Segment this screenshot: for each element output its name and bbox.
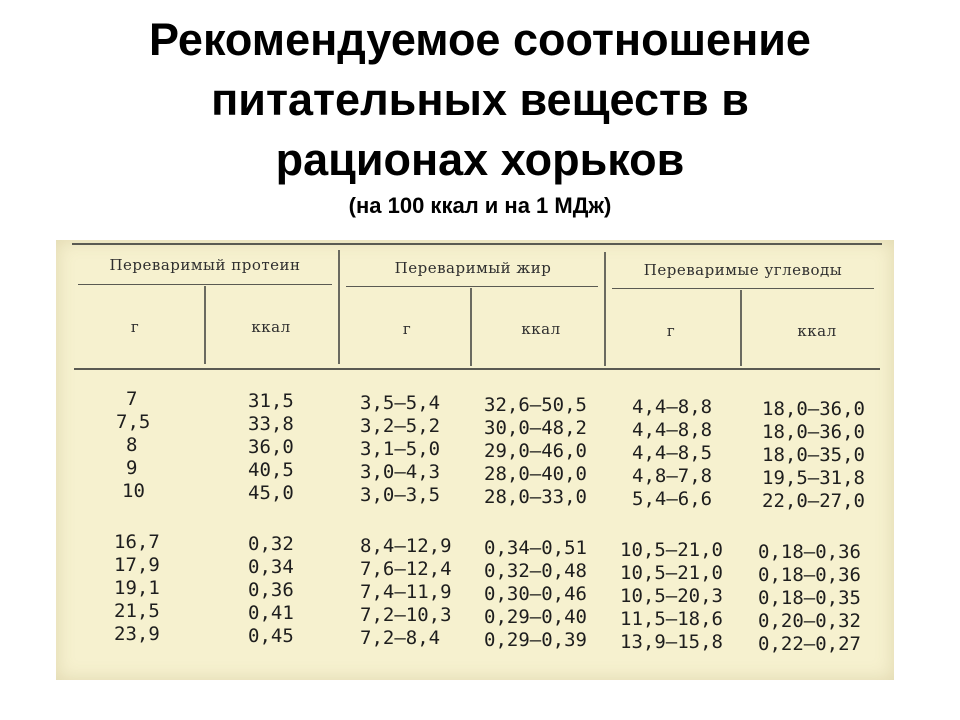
group-rule-fat [346, 286, 598, 287]
column-divider-1 [204, 286, 206, 364]
table-cell: 3,0—4,3 [360, 461, 441, 483]
table-cell: 0,18—0,36 [758, 541, 861, 563]
table-cell: 0,18—0,36 [758, 564, 861, 586]
table-cell: 28,0—40,0 [484, 463, 587, 485]
table-cell: 0,34 [248, 556, 294, 578]
table-cell: 7,4—11,9 [360, 581, 452, 603]
table-cell: 18,0—36,0 [762, 421, 865, 443]
unit-header: г [130, 318, 140, 336]
table-cell: 0,30—0,46 [484, 583, 587, 605]
table-cell: 8,4—12,9 [360, 535, 452, 557]
table-cell: 3,2—5,2 [360, 415, 441, 437]
table-cell: 10,5—21,0 [620, 539, 723, 561]
table-cell: 23,9 [114, 623, 160, 645]
table-cell: 10 [122, 480, 145, 502]
table-cell: 0,29—0,39 [484, 629, 587, 651]
table-cell: 4,4—8,8 [632, 419, 713, 441]
table-cell: 22,0—27,0 [762, 490, 865, 512]
table-cell: 40,5 [248, 459, 294, 481]
table-cell: 4,8—7,8 [632, 465, 713, 487]
title-line-2: питательных веществ в [211, 74, 749, 125]
unit-header: г [666, 322, 676, 340]
column-divider-2 [338, 250, 340, 364]
table-cell: 7,2—10,3 [360, 604, 452, 626]
table-cell: 0,20—0,32 [758, 610, 861, 632]
table-cell: 9 [126, 457, 138, 479]
header-fat: Переваримый жир [394, 259, 552, 277]
table-cell: 21,5 [114, 600, 160, 622]
table-header-rule [74, 368, 880, 370]
table-cell: 3,1—5,0 [360, 438, 441, 460]
nutrient-table [56, 240, 894, 680]
title-line-3: рационах хорьков [275, 134, 685, 185]
table-cell: 11,5—18,6 [620, 608, 723, 630]
table-cell: 0,34—0,51 [484, 537, 587, 559]
table-cell: 31,5 [248, 390, 294, 412]
scanned-table [56, 240, 894, 680]
column-divider-3 [470, 288, 472, 366]
table-cell: 7,5 [116, 411, 151, 433]
table-cell: 32,6—50,5 [484, 394, 587, 416]
table-cell: 45,0 [248, 482, 294, 504]
table-cell: 0,45 [248, 625, 294, 647]
group-rule-carbs [612, 288, 874, 289]
table-cell: 0,18—0,35 [758, 587, 861, 609]
table-cell: 7,6—12,4 [360, 558, 452, 580]
title-line-1: Рекомендуемое соотношение [149, 14, 811, 65]
table-cell: 0,22—0,27 [758, 633, 861, 655]
table-cell: 16,7 [114, 531, 160, 553]
table-top-rule [72, 243, 882, 245]
table-cell: 28,0—33,0 [484, 486, 587, 508]
table-cell: 10,5—20,3 [620, 585, 723, 607]
table-cell: 0,29—0,40 [484, 606, 587, 628]
group-rule-protein [78, 284, 332, 285]
table-cell: 19,5—31,8 [762, 467, 865, 489]
table-cell: 29,0—46,0 [484, 440, 587, 462]
table-cell: 36,0 [248, 436, 294, 458]
unit-header: ккал [797, 322, 837, 340]
table-cell: 18,0—35,0 [762, 444, 865, 466]
table-cell: 30,0—48,2 [484, 417, 587, 439]
header-protein: Переваримый протеин [109, 256, 301, 274]
table-cell: 4,4—8,5 [632, 442, 713, 464]
table-cell: 17,9 [114, 554, 160, 576]
page-title [0, 10, 960, 190]
column-divider-5 [740, 290, 742, 366]
unit-header: ккал [251, 318, 291, 336]
unit-header: г [402, 320, 412, 338]
table-cell: 7,2—8,4 [360, 627, 441, 649]
table-cell: 0,32 [248, 533, 294, 555]
table-cell: 0,32—0,48 [484, 560, 587, 582]
table-cell: 7 [126, 388, 138, 410]
table-cell: 3,0—3,5 [360, 484, 441, 506]
header-carbs: Переваримые углеводы [643, 261, 843, 279]
table-cell: 19,1 [114, 577, 160, 599]
table-cell: 0,41 [248, 602, 294, 624]
table-cell: 3,5—5,4 [360, 392, 441, 414]
table-cell: 33,8 [248, 413, 294, 435]
table-cell: 8 [126, 434, 138, 456]
column-divider-4 [604, 252, 606, 366]
table-cell: 13,9—15,8 [620, 631, 723, 653]
table-cell: 0,36 [248, 579, 294, 601]
table-cell: 18,0—36,0 [762, 398, 865, 420]
page-subtitle: (на 100 ккал и на 1 МДж) [348, 193, 612, 218]
unit-header: ккал [521, 320, 561, 338]
table-cell: 4,4—8,8 [632, 396, 713, 418]
table-cell: 10,5—21,0 [620, 562, 723, 584]
table-cell: 5,4—6,6 [632, 488, 713, 510]
